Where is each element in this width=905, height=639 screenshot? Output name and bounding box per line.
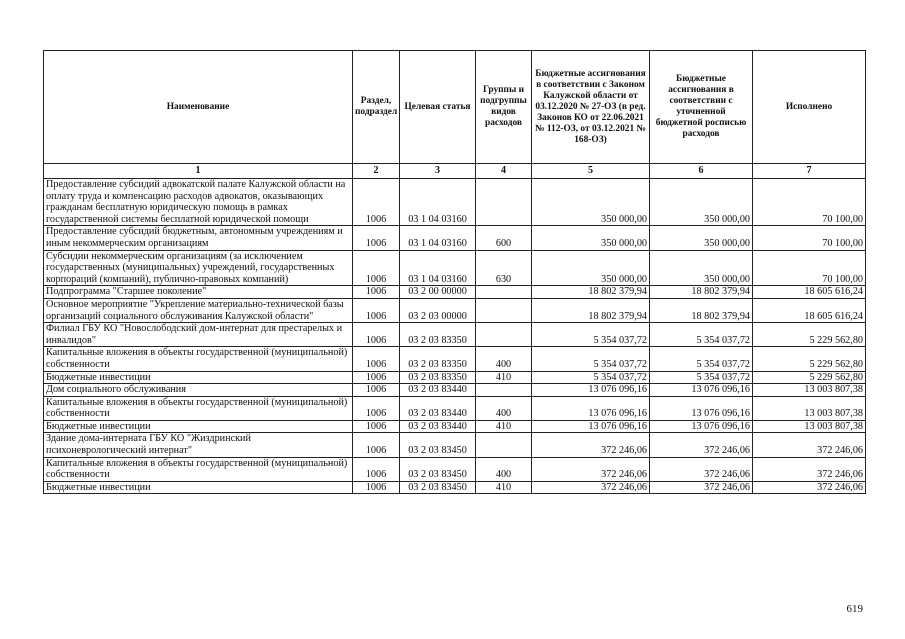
row-executed: 372 246,06	[753, 457, 866, 481]
row-target: 03 1 04 03160	[400, 226, 476, 250]
row-alloc-law: 18 802 379,94	[532, 286, 650, 299]
row-executed: 13 003 807,38	[753, 420, 866, 433]
row-name: Бюджетные инвестиции	[44, 420, 353, 433]
row-section: 1006	[353, 298, 400, 322]
row-executed: 13 003 807,38	[753, 384, 866, 397]
row-alloc-list: 350 000,00	[650, 250, 753, 286]
row-section: 1006	[353, 384, 400, 397]
row-alloc-law: 13 076 096,16	[532, 384, 650, 397]
row-group: 600	[476, 226, 532, 250]
table-row	[44, 347, 866, 371]
row-group	[476, 323, 532, 347]
col-number: 2	[353, 164, 400, 179]
row-alloc-list: 13 076 096,16	[650, 384, 753, 397]
row-section: 1006	[353, 396, 400, 420]
table-body	[44, 179, 866, 494]
table-row	[44, 226, 866, 250]
row-executed: 13 003 807,38	[753, 396, 866, 420]
row-name: Капитальные вложения в объекты государственной (муниципальной) собственности	[44, 396, 353, 420]
header-groups: Группы и подгруппы видов расходов	[476, 51, 532, 164]
row-name: Здание дома-интерната ГБУ КО "Жиздринский психоневрологический интернат"	[44, 433, 353, 457]
header-target: Целевая статья	[400, 51, 476, 164]
row-executed: 5 229 562,80	[753, 347, 866, 371]
table-row	[44, 396, 866, 420]
row-section: 1006	[353, 433, 400, 457]
col-number: 1	[44, 164, 353, 179]
col-number: 7	[753, 164, 866, 179]
col-number: 5	[532, 164, 650, 179]
row-alloc-law: 350 000,00	[532, 250, 650, 286]
row-name: Капитальные вложения в объекты государственной (муниципальной) собственности	[44, 457, 353, 481]
row-alloc-law: 372 246,06	[532, 433, 650, 457]
row-section: 1006	[353, 481, 400, 494]
table-row	[44, 481, 866, 494]
row-group: 410	[476, 420, 532, 433]
row-name: Предоставление субсидий адвокатской палате Калужской области на оплату труда и компенсацию расходов адвокатов, оказывающих гражданам бесплатную юридическую помощь в рамках государственной системы бесплатной юридической помощи	[44, 179, 353, 226]
row-group: 400	[476, 396, 532, 420]
row-name: Дом социального обслуживания	[44, 384, 353, 397]
row-section: 1006	[353, 226, 400, 250]
table-row	[44, 371, 866, 384]
row-executed: 5 229 562,80	[753, 323, 866, 347]
table-row	[44, 298, 866, 322]
row-section: 1006	[353, 323, 400, 347]
row-target: 03 2 00 00000	[400, 286, 476, 299]
row-alloc-list: 18 802 379,94	[650, 286, 753, 299]
row-name: Основное мероприятие "Укрепление материально-технической базы организаций социального обслуживания Калужской области"	[44, 298, 353, 322]
row-group	[476, 384, 532, 397]
row-target: 03 2 03 83450	[400, 457, 476, 481]
row-alloc-list: 372 246,06	[650, 481, 753, 494]
row-alloc-list: 5 354 037,72	[650, 323, 753, 347]
row-alloc-list: 372 246,06	[650, 433, 753, 457]
row-name: Филиал ГБУ КО "Новослободский дом-интернат для престарелых и инвалидов"	[44, 323, 353, 347]
row-target: 03 2 03 83350	[400, 323, 476, 347]
row-alloc-law: 5 354 037,72	[532, 323, 650, 347]
row-executed: 70 100,00	[753, 226, 866, 250]
row-executed: 70 100,00	[753, 179, 866, 226]
header-name: Наименование	[44, 51, 353, 164]
column-numbers-row	[44, 164, 866, 179]
row-alloc-law: 18 802 379,94	[532, 298, 650, 322]
row-target: 03 2 03 83440	[400, 396, 476, 420]
row-target: 03 2 03 83450	[400, 433, 476, 457]
header-alloc-list: Бюджетные ассигнования в соответствии с уточненной бюджетной росписью расходов	[650, 51, 753, 164]
page-number: 619	[846, 603, 863, 615]
row-alloc-law: 13 076 096,16	[532, 396, 650, 420]
row-section: 1006	[353, 457, 400, 481]
row-name: Бюджетные инвестиции	[44, 371, 353, 384]
row-name: Бюджетные инвестиции	[44, 481, 353, 494]
row-group: 410	[476, 371, 532, 384]
row-target: 03 1 04 03160	[400, 179, 476, 226]
row-alloc-list: 5 354 037,72	[650, 371, 753, 384]
header-section: Раздел, подраздел	[353, 51, 400, 164]
row-group: 400	[476, 457, 532, 481]
row-executed: 18 605 616,24	[753, 286, 866, 299]
row-executed: 18 605 616,24	[753, 298, 866, 322]
row-executed: 372 246,06	[753, 481, 866, 494]
table-header	[44, 51, 866, 179]
row-executed: 5 229 562,80	[753, 371, 866, 384]
row-executed: 372 246,06	[753, 433, 866, 457]
row-section: 1006	[353, 179, 400, 226]
table-row	[44, 250, 866, 286]
row-alloc-list: 5 354 037,72	[650, 347, 753, 371]
row-alloc-list: 372 246,06	[650, 457, 753, 481]
col-number: 6	[650, 164, 753, 179]
table-row	[44, 323, 866, 347]
row-name: Подпрограмма "Старшее поколение"	[44, 286, 353, 299]
row-group	[476, 298, 532, 322]
row-alloc-list: 13 076 096,16	[650, 396, 753, 420]
row-alloc-law: 13 076 096,16	[532, 420, 650, 433]
row-alloc-list: 350 000,00	[650, 226, 753, 250]
row-section: 1006	[353, 371, 400, 384]
row-alloc-list: 13 076 096,16	[650, 420, 753, 433]
row-executed: 70 100,00	[753, 250, 866, 286]
col-number: 4	[476, 164, 532, 179]
row-target: 03 2 03 83440	[400, 420, 476, 433]
row-section: 1006	[353, 286, 400, 299]
row-group: 400	[476, 347, 532, 371]
row-alloc-law: 372 246,06	[532, 457, 650, 481]
row-section: 1006	[353, 420, 400, 433]
row-section: 1006	[353, 250, 400, 286]
row-target: 03 2 03 83350	[400, 371, 476, 384]
row-group: 630	[476, 250, 532, 286]
row-name: Капитальные вложения в объекты государственной (муниципальной) собственности	[44, 347, 353, 371]
row-target: 03 1 04 03160	[400, 250, 476, 286]
table-row	[44, 433, 866, 457]
row-target: 03 2 03 83350	[400, 347, 476, 371]
row-name: Субсидии некоммерческим организациям (за исключением государственных (муниципальных) учреждений, государственных корпораций (компаний), публично-правовых компаний)	[44, 250, 353, 286]
row-alloc-law: 350 000,00	[532, 226, 650, 250]
row-group	[476, 433, 532, 457]
table-row	[44, 286, 866, 299]
row-alloc-law: 372 246,06	[532, 481, 650, 494]
row-alloc-law: 5 354 037,72	[532, 371, 650, 384]
table-row	[44, 457, 866, 481]
row-alloc-list: 18 802 379,94	[650, 298, 753, 322]
row-target: 03 2 03 83440	[400, 384, 476, 397]
row-group	[476, 286, 532, 299]
header-executed: Исполнено	[753, 51, 866, 164]
row-group: 410	[476, 481, 532, 494]
row-alloc-list: 350 000,00	[650, 179, 753, 226]
row-name: Предоставление субсидий бюджетным, автономным учреждениям и иным некоммерческим организациям	[44, 226, 353, 250]
header-alloc-law: Бюджетные ассигнования в соответствии с Законом Калужской области от 03.12.2020 № 27-ОЗ (в ред. Законов КО от 22.06.2021 № 112-ОЗ, от 03.12.2021 № 168-ОЗ)	[532, 51, 650, 164]
table-row	[44, 384, 866, 397]
row-group	[476, 179, 532, 226]
table-row	[44, 179, 866, 226]
row-target: 03 2 03 83450	[400, 481, 476, 494]
row-alloc-law: 350 000,00	[532, 179, 650, 226]
table-row	[44, 420, 866, 433]
header-row	[44, 51, 866, 164]
row-alloc-law: 5 354 037,72	[532, 347, 650, 371]
col-number: 3	[400, 164, 476, 179]
row-target: 03 2 03 00000	[400, 298, 476, 322]
budget-table	[43, 50, 866, 494]
row-section: 1006	[353, 347, 400, 371]
